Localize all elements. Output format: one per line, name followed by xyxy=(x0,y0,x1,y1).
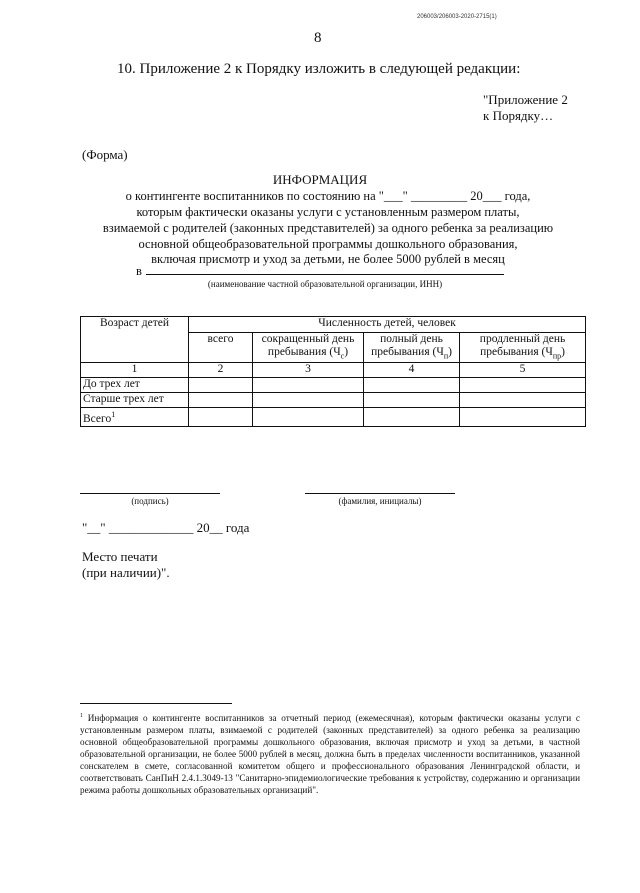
col-header-total: всего xyxy=(189,333,253,363)
signature-line xyxy=(80,493,220,494)
table-cell[interactable] xyxy=(189,408,253,427)
appendix-ref-line-2: к Порядку… xyxy=(483,108,554,123)
org-prefix: в xyxy=(136,264,142,278)
document-title: ИНФОРМАЦИЯ xyxy=(272,172,368,187)
column-number: 1 xyxy=(81,363,189,378)
table-cell[interactable] xyxy=(189,378,253,393)
table-cell[interactable] xyxy=(460,408,586,427)
name-caption: (фамилия, инициалы) xyxy=(338,496,422,506)
table-cell[interactable] xyxy=(364,408,460,427)
signature-caption: (подпись) xyxy=(131,496,169,506)
document-stamp: 206003/206003-2020-2715(1) xyxy=(417,14,497,20)
column-number: 5 xyxy=(460,363,586,378)
row-label-total: Всего$^1$ xyxy=(81,408,189,427)
footnote xyxy=(80,710,580,796)
page-number: 8 xyxy=(314,30,322,46)
subtitle-line-1: о контингенте воспитанников по состоянию на "___" _________ 20___ года, xyxy=(125,189,531,203)
org-caption: (наименование частной образовательной организации, ИНН) xyxy=(207,279,443,289)
name-line xyxy=(305,493,455,494)
col-header-extended-day: продленный день пребывания $(Ч_{пр})$ xyxy=(460,333,586,363)
table-cell[interactable] xyxy=(253,408,364,427)
table-cell[interactable] xyxy=(460,393,586,408)
footnote-mark: 1 xyxy=(111,410,116,420)
section-heading: 10. Приложение 2 к Порядку изложить в следующей редакции: xyxy=(117,61,521,77)
seal-line-2: (при наличии)". xyxy=(82,565,170,580)
footnote-text: Информация о контингенте воспитанников за отчетный период (ежемесячная), которым фактически оказаны услуги с установленным размером платы, взимаемой с родителей (законных представителей) за одного ребенка за реализацию основной общеобразовательной программы дошкольного образования, включая присмотр и уход за детьми, в частной образовательной организации, не более 5000 рублей в месяц, должна быть в пределах численности воспитанников, указанной сонскателем в смете, согласованной комитетом общего и профессионального образования Ленинградской области, и соответствовать СанПиН 2.4.1.3049-13 "Санитарно-эпидемиологические требования к устройству, содержанию и организации режима работы дошкольных образовательных организаций". xyxy=(80,713,581,796)
subtitle-line-3: взимаемой с родителей (законных представителей) за одного ребенка за реализацию xyxy=(102,221,554,235)
table-cell[interactable] xyxy=(364,393,460,408)
age-header: Возраст детей xyxy=(81,317,189,363)
table-row xyxy=(81,393,586,408)
table-cell[interactable] xyxy=(189,393,253,408)
table-cell[interactable] xyxy=(253,378,364,393)
count-header: Численность детей, человек xyxy=(189,317,586,333)
column-number: 4 xyxy=(364,363,460,378)
appendix-ref-line-1: "Приложение 2 xyxy=(483,92,568,107)
subtitle-line-5: включая присмотр и уход за детьми, не более 5000 рублей в месяц xyxy=(151,252,505,266)
form-label: (Форма) xyxy=(82,147,128,162)
column-number: 2 xyxy=(189,363,253,378)
column-number: 3 xyxy=(253,363,364,378)
footnote-separator xyxy=(80,703,232,704)
table-row xyxy=(81,378,586,393)
contingent-table xyxy=(80,316,586,427)
footnote-number: 1 xyxy=(80,713,83,719)
subtitle-line-2: которым фактически оказаны услуги с установленным размером платы, xyxy=(136,205,520,219)
col-header-short-day: сокращенный день пребывания $(Ч_с)$ xyxy=(253,333,364,363)
row-label-under-three: До трех лет xyxy=(81,378,189,393)
org-name-line xyxy=(146,274,504,275)
column-number-row xyxy=(81,363,586,378)
col-header-full-day: полный день пребывания $(Ч_п)$ xyxy=(364,333,460,363)
subtitle-line-4: основной общеобразовательной программы дошкольного образования, xyxy=(138,237,518,251)
row-label-over-three: Старше трех лет xyxy=(81,393,189,408)
table-cell[interactable] xyxy=(253,393,364,408)
seal-line-1: Место печати xyxy=(82,549,158,564)
table-row xyxy=(81,408,586,427)
date-line: "__" _____________ 20__ года xyxy=(82,520,250,535)
table-cell[interactable] xyxy=(460,378,586,393)
table-cell[interactable] xyxy=(364,378,460,393)
